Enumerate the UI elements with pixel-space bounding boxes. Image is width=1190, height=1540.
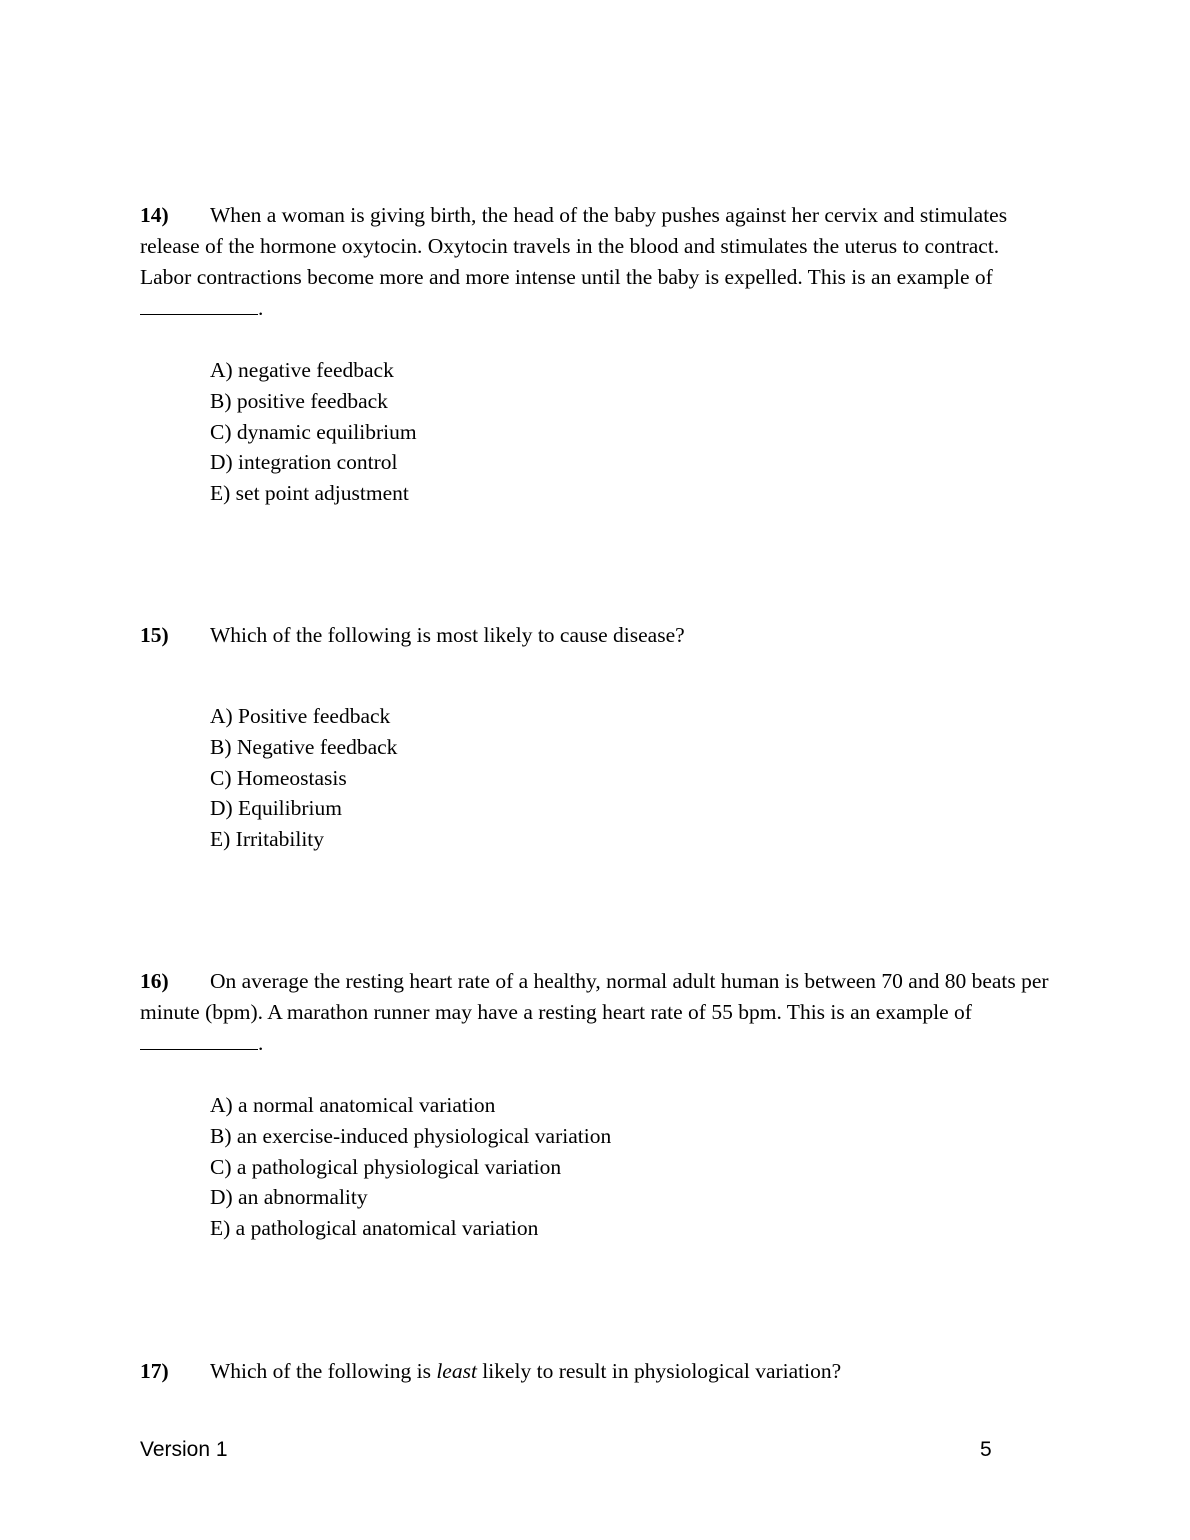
option-a: A) Positive feedback	[210, 704, 391, 728]
option-b: B) Negative feedback	[210, 734, 398, 759]
option-c: C) dynamic equilibrium	[210, 419, 417, 444]
question-16: 16) On average the resting heart rate of a healthy, normal adult human is between 70 and 80 beats per minute (bpm). A marathon runner may have a resting heart rate of 55 bpm. This is an example of .	[140, 966, 1050, 1059]
question-14: 14) When a woman is giving birth, the head of the baby pushes against her cervix and stimulates release of the hormone oxytocin. Oxytocin travels in the blood and stimulates the uterus to contract. Labor contractions become more and more intense until the baby is expelled. This is an example of .	[140, 200, 1050, 324]
option-b: B) an exercise-induced physiological variation	[210, 1123, 612, 1148]
question-text: On average the resting heart rate of a healthy, normal adult human is between 70 and 80 beats per minute (bpm). A marathon runner may have a resting heart rate of 55 bpm. This is an example of	[140, 969, 1049, 1024]
option-e: E) set point adjustment	[210, 481, 409, 506]
option-c: C) Homeostasis	[210, 765, 347, 790]
footer-version: Version 1	[140, 1438, 228, 1461]
option-d: D) Equilibrium	[210, 796, 342, 821]
option-e: E) a pathological anatomical variation	[210, 1216, 539, 1241]
option-a: A) a normal anatomical variation	[210, 1093, 496, 1117]
emphasis-text: least	[436, 1359, 477, 1383]
question-number: 16)	[140, 969, 169, 993]
question-number: 15)	[140, 623, 169, 647]
question-15-options	[210, 701, 397, 855]
answer-blank	[140, 1031, 258, 1050]
option-b: B) positive feedback	[210, 388, 388, 413]
question-16-options	[210, 1090, 611, 1244]
question-17: 17) Which of the following is least likely to result in physiological variation?	[140, 1356, 1050, 1387]
question-number: 17)	[140, 1359, 169, 1383]
question-text: Which of the following is	[210, 1359, 437, 1383]
question-15	[140, 620, 1050, 651]
option-c: C) a pathological physiological variation	[210, 1154, 562, 1179]
question-14-options	[210, 355, 417, 509]
option-e: E) Irritability	[210, 827, 325, 852]
option-a: A) negative feedback	[210, 358, 394, 382]
question-number: 14)	[140, 203, 169, 227]
option-d: D) an abnormality	[210, 1185, 368, 1210]
question-text: When a woman is giving birth, the head of the baby pushes against her cervix and stimulates release of the hormone oxytocin. Oxytocin travels in the blood and stimulates the uterus to contract. Labor contractions become more and more intense until the baby is expelled. This is an example of	[140, 203, 1008, 289]
option-d: D) integration control	[210, 450, 398, 475]
answer-blank	[140, 296, 258, 315]
question-text: Which of the following is most likely to cause disease?	[210, 623, 685, 647]
footer-page-number: 5	[980, 1438, 992, 1461]
